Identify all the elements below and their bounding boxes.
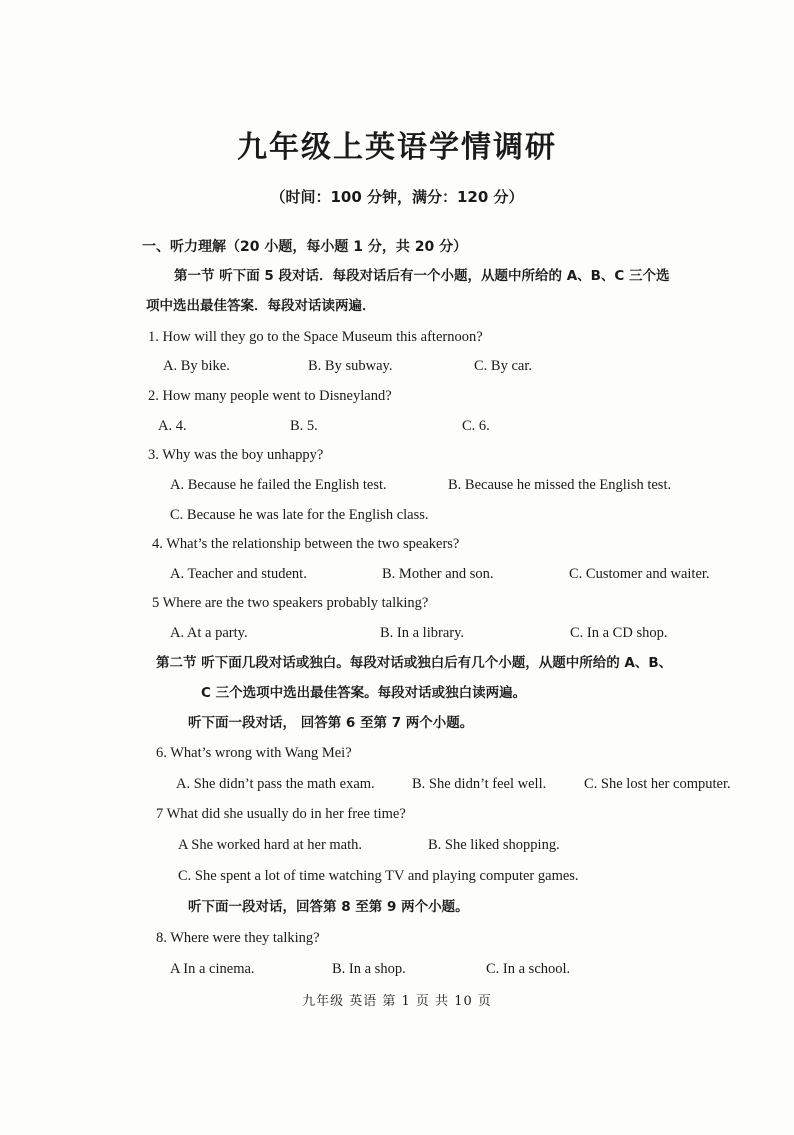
option-c: C. In a CD shop. [570,625,668,641]
option-a: A. By bike. [163,358,230,374]
option-c: C. Customer and waiter. [569,566,710,582]
exam-info: （时间：100 分钟，满分：120 分） [270,188,524,206]
question-stem: 6. What’s wrong with Wang Mei? [156,745,352,761]
option-a: A In a cinema. [170,961,255,977]
option-a: A. She didn’t pass the math exam. [176,776,375,792]
part2-instruction-line2: C 三个选项中选出最佳答案。每段对话或独白读两遍。 [201,685,527,701]
option-b: B. Mother and son. [382,566,494,582]
option-c: C. In a school. [486,961,571,977]
question-stem: 4. What’s the relationship between the two speakers? [152,536,460,552]
option-b: B. 5. [290,418,318,434]
part2-instruction-line1: 第二节 听下面几段对话或独白。每段对话或独白后有几个小题，从题中所给的 A、B、 [156,655,673,671]
option-a: A. 4. [158,418,187,434]
option-b: B. By subway. [308,358,393,374]
option-c: C. By car. [474,358,532,374]
question-stem: 2. How many people went to Disneyland? [148,388,392,404]
listening-instruction-8-9: 听下面一段对话，回答第 8 至第 9 两个小题。 [188,899,469,915]
option-b: B. In a library. [380,625,465,641]
option-a: A. Because he failed the English test. [170,477,387,493]
option-b: B. In a shop. [332,961,406,977]
part1-instruction-line1: 第一节 听下面 5 段对话．每段对话后有一个小题，从题中所给的 A、B、C 三个选 [174,268,670,284]
option-a: A She worked hard at her math. [178,837,363,853]
question-stem: 1. How will they go to the Space Museum this afternoon? [148,329,483,345]
question-stem: 3. Why was the boy unhappy? [148,447,324,463]
option-b: B. She liked shopping. [428,837,560,853]
question-stem: 8. Where were they talking? [156,930,320,946]
option-b: B. She didn’t feel well. [412,776,547,792]
question-stem: 5 Where are the two speakers probably talking? [152,595,429,611]
part1-instruction-line2: 项中选出最佳答案．每段对话读两遍． [146,298,376,314]
option-c: C. She spent a lot of time watching TV and playing computer games. [178,868,579,884]
option-c: C. Because he was late for the English class. [170,507,429,523]
question-stem: 7 What did she usually do in her free time? [156,806,406,822]
option-c: C. She lost her computer. [584,776,731,792]
listening-instruction-6-7: 听下面一段对话， 回答第 6 至第 7 两个小题。 [188,715,474,731]
option-b: B. Because he missed the English test. [448,477,672,493]
page-footer: 九年级 英语 第 1 页 共 10 页 [302,994,492,1009]
option-a: A. At a party. [170,625,248,641]
option-a: A. Teacher and student. [170,566,307,582]
option-c: C. 6. [462,418,490,434]
section-heading: 一、听力理解（20 小题，每小题 1 分，共 20 分） [142,239,468,255]
page-title: 九年级上英语学情调研 [237,130,557,165]
